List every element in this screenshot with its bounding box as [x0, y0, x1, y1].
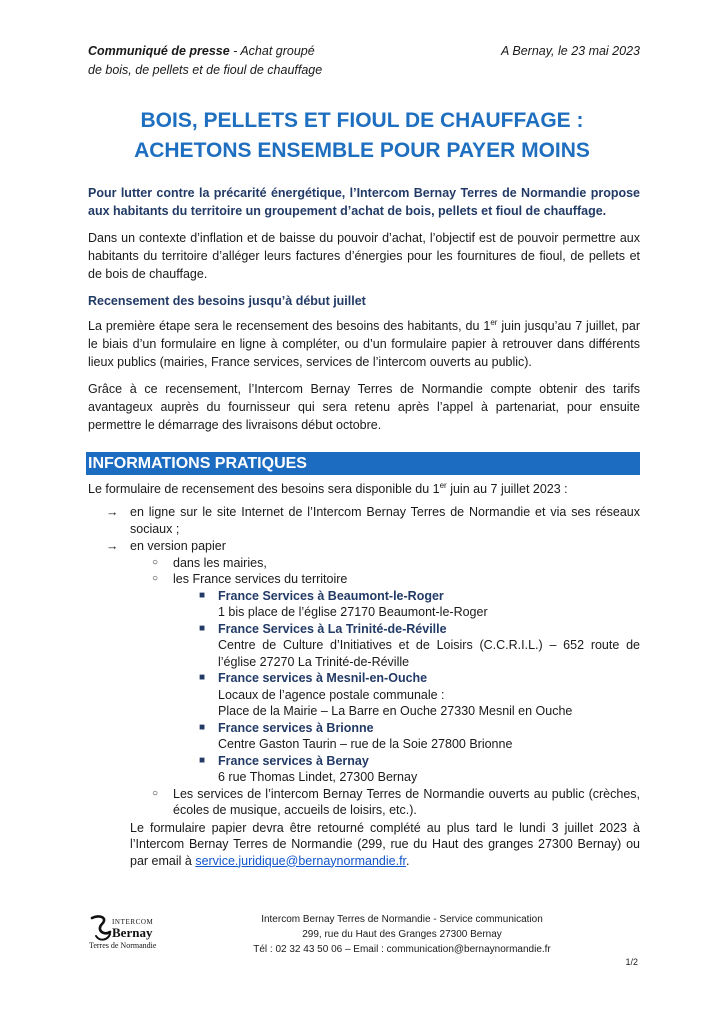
- france-service-name: France Services à La Trinité-de-Réville: [218, 621, 447, 636]
- recensement-text-end: juin jusqu’au 7 juillet, par le biais d’un formulaire en ligne à compléter, ou d’un formulaire papier à retrouver dans différents lieux publics (mairies, France services, services de l’intercom ouverts au public).: [88, 319, 640, 369]
- press-release-type: Communiqué de presse: [88, 44, 230, 58]
- france-service-address: Centre Gaston Taurin – rue de la Soie 27800 Brionne: [218, 737, 513, 751]
- france-service-address: 6 rue Thomas Lindet, 27300 Bernay: [218, 770, 418, 784]
- france-service-bernay: [173, 753, 640, 786]
- recensement-paragraph: [88, 317, 640, 371]
- square-bullet-icon: ■: [199, 721, 206, 733]
- arrow-icon: →: [106, 539, 119, 553]
- list-item-intercom-services: [130, 786, 640, 819]
- logo-text-bernay: Bernay: [112, 925, 153, 940]
- list-item-mairies: [130, 555, 640, 572]
- intercom-services-text: Les services de l’intercom Bernay Terres de Normandie ouverts au public (crèches, écoles de musique, accueils de loisirs, etc.).: [173, 786, 640, 817]
- france-service-address: Place de la Mairie – La Barre en Ouche 27330 Mesnil en Ouche: [218, 704, 573, 718]
- france-service-trinite: [173, 621, 640, 671]
- page-number: 1/2: [625, 957, 638, 967]
- return-instructions: [88, 820, 640, 870]
- press-release-subject-line2: de bois, de pellets et de fioul de chauffage: [88, 63, 323, 77]
- square-bullet-icon: ■: [199, 672, 206, 683]
- info-intro-end: juin au 7 juillet 2023 :: [446, 482, 568, 496]
- intro-paragraph: Pour lutter contre la précarité énergétique, l’Intercom Bernay Terres de Normandie propose aux habitants du territoire un groupement d’achat de bois, pellets et fioul de chauffage.: [88, 186, 640, 218]
- paper-locations-list: [130, 555, 640, 819]
- france-service-brionne: [173, 720, 640, 753]
- tarifs-paragraph: Grâce à ce recensement, l’Intercom Bernay Terres de Normandie compte obtenir des tarifs avantageux auprès du fournisseur qui sera retenu après l’appel à partenariat, pour ensuite permettre le démarrage des livraisons début octobre.: [88, 382, 640, 432]
- section-heading-informations: INFORMATIONS PRATIQUES: [86, 452, 640, 475]
- title-line-2: ACHETONS ENSEMBLE POUR PAYER MOINS: [134, 139, 590, 162]
- intercom-logo: [88, 912, 178, 952]
- info-intro-start: Le formulaire de recensement des besoins sera disponible du 1: [88, 482, 440, 496]
- date-location: A Bernay, le 23 mai 2023: [501, 44, 640, 58]
- return-text-end: .: [406, 853, 410, 868]
- circle-bullet-icon: ○: [152, 787, 159, 799]
- france-service-name: France services à Bernay: [218, 753, 369, 768]
- email-link[interactable]: service.juridique@bernaynormandie.fr: [195, 853, 407, 868]
- square-bullet-icon: ■: [199, 754, 206, 766]
- arrow-icon: →: [106, 505, 119, 519]
- footer-line-contact: Tél : 02 32 43 50 06 – Email : communication@bernaynormandie.fr: [253, 944, 551, 955]
- main-content: [88, 184, 640, 869]
- logo-mark-icon: [88, 912, 178, 952]
- france-service-name: France services à Mesnil-en-Ouche: [218, 671, 428, 685]
- press-release-label: [88, 42, 388, 80]
- footer-contact: [240, 912, 564, 957]
- square-bullet-icon: ■: [199, 589, 206, 601]
- context-paragraph: Dans un contexte d’inflation et de baisse du pouvoir d’achat, l’objectif est de pouvoir permettre aux habitants du territoire d’alléger leurs factures d’énergies pour les fournitures de fioul, de pellets et de bois de chauffage.: [88, 231, 640, 281]
- france-service-name: France services à Brionne: [218, 720, 374, 735]
- page-title: [60, 106, 664, 166]
- recensement-text-start: La première étape sera le recensement des besoins des habitants, du 1: [88, 319, 491, 333]
- list-item-online: [88, 504, 640, 537]
- paper-text: en version papier: [130, 539, 226, 553]
- france-services-intro: les France services du territoire: [173, 572, 348, 586]
- france-service-address: Centre de Culture d’Initiatives et de Loisirs (C.C.R.I.L.) – 652 route de l’église 27270 La Trinité-de-Réville: [218, 638, 640, 669]
- footer-line-service: Intercom Bernay Terres de Normandie - Service communication: [261, 914, 543, 925]
- info-intro: [88, 480, 640, 498]
- france-services-list: [173, 588, 640, 786]
- france-service-address: 1 bis place de l’église 27170 Beaumont-le-Roger: [218, 605, 488, 619]
- press-release-subject: - Achat groupé: [229, 44, 315, 58]
- title-line-1: BOIS, PELLETS ET FIOUL DE CHAUFFAGE :: [140, 109, 584, 132]
- list-item-france-services: [130, 571, 640, 786]
- mairies-text: dans les mairies,: [173, 555, 267, 570]
- square-bullet-icon: ■: [199, 622, 206, 634]
- return-text: Le formulaire papier devra être retourné complété au plus tard le lundi 3 juillet 2023 à l’Intercom Bernay Terres de Normandie (299, rue du Haut des granges 27300 Bernay) ou par email à: [130, 820, 640, 868]
- ordinal-suffix: er: [439, 480, 447, 490]
- logo-text-intercom: INTERCOM: [112, 918, 154, 926]
- online-text: en ligne sur le site Internet de l’Intercom Bernay Terres de Normandie et via ses réseaux sociaux ;: [130, 505, 640, 536]
- footer-line-address: 299, rue du Haut des Granges 27300 Bernay: [302, 929, 502, 940]
- france-service-address: Locaux de l’agence postale communale :: [218, 687, 445, 702]
- france-service-mesnil: [173, 670, 640, 720]
- ordinal-suffix: er: [490, 317, 498, 327]
- circle-bullet-icon: ○: [152, 573, 159, 584]
- availability-list: [88, 504, 640, 819]
- france-service-name: France Services à Beaumont-le-Roger: [218, 588, 444, 603]
- list-item-paper: [88, 538, 640, 819]
- circle-bullet-icon: ○: [152, 556, 159, 568]
- france-service-beaumont: [173, 588, 640, 621]
- section-heading-recensement: Recensement des besoins jusqu’à début juillet: [88, 294, 366, 308]
- logo-text-terres: Terres de Normandie: [89, 941, 157, 950]
